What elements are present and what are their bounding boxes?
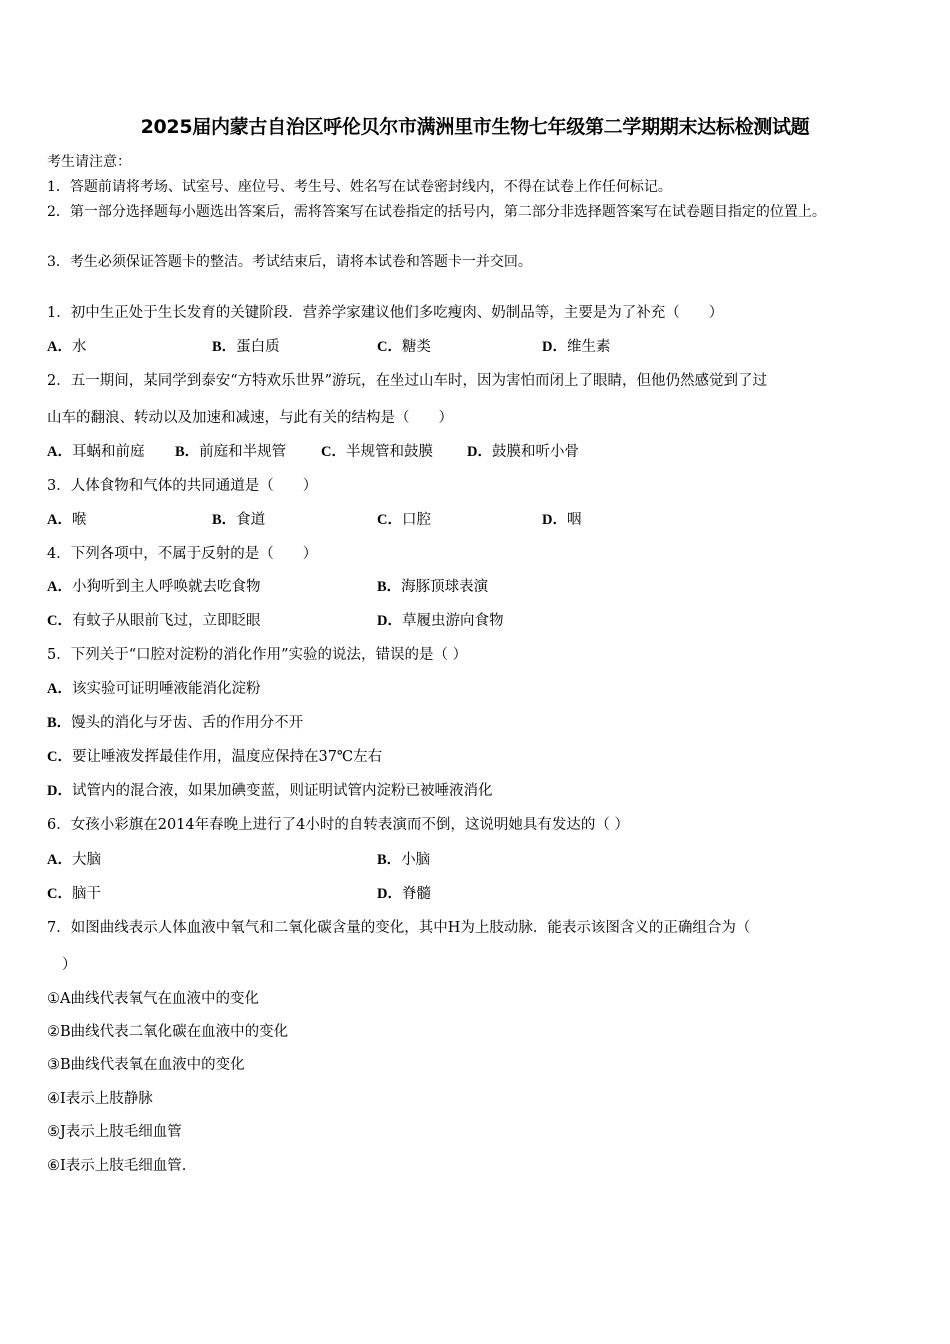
question-7-statement-3: ③B曲线代表氧在血液中的变化 [47,1057,245,1073]
question-7-statement-1: ①A曲线代表氧气在血液中的变化 [47,991,259,1007]
question-2-option-b[interactable]: B．前庭和半规管 [175,444,287,460]
question-1-option-d[interactable]: D．维生素 [542,339,611,355]
question-1-option-b[interactable]: B．蛋白质 [212,339,280,355]
question-3-option-d[interactable]: D．咽 [542,512,582,528]
question-4-stem: 4．下列各项中，不属于反射的是（ ） [47,546,318,562]
question-5-option-c[interactable]: C．要让唾液发挥最佳作用，温度应保持在37℃左右 [47,749,383,765]
question-3-option-b[interactable]: B．食道 [212,512,266,528]
notice-item-3: 3．考生必须保证答题卡的整洁。考试结束后，请将本试卷和答题卡一并交回。 [47,254,532,270]
question-2-stem-line-2: 山车的翻浪、转动以及加速和减速，与此有关的结构是（ ） [47,410,453,426]
question-2-option-c[interactable]: C．半规管和鼓膜 [321,444,433,460]
question-7-statement-4: ④I表示上肢静脉 [47,1091,153,1107]
question-1-stem: 1．初中生正处于生长发育的关键阶段．营养学家建议他们多吃瘦肉、奶制品等，主要是为了补充（ ） [47,305,724,321]
question-3-option-c[interactable]: C．口腔 [377,512,431,528]
question-7-stem-line-2: ） [62,957,77,973]
question-3-option-a[interactable]: A．喉 [47,512,87,528]
question-5-stem: 5．下列关于“口腔对淀粉的消化作用”实验的说法，错误的是（ ） [47,647,468,663]
notice-item-2: 2．第一部分选择题每小题选出答案后，需将答案写在试卷指定的括号内，第二部分非选择题答案写在试卷题目指定的位置上。 [47,204,826,220]
question-2-option-a[interactable]: A．耳蜗和前庭 [47,444,145,460]
page-title: 2025届内蒙古自治区呼伦贝尔市满洲里市生物七年级第二学期期末达标检测试题 [140,116,810,138]
question-2-option-d[interactable]: D．鼓膜和听小骨 [467,444,579,460]
question-5-option-d[interactable]: D．试管内的混合液，如果加碘变蓝，则证明试管内淀粉已被唾液消化 [47,783,493,799]
question-7-statement-2: ②B曲线代表二氧化碳在血液中的变化 [47,1024,289,1040]
question-4-option-b[interactable]: B．海豚顶球表演 [377,579,489,595]
question-3-stem: 3．人体食物和气体的共同通道是（ ） [47,478,318,494]
question-7-stem-line-1: 7．如图曲线表示人体血液中氧气和二氧化碳含量的变化，其中H为上肢动脉．能表示该图含义的正确组合为（ [47,920,751,936]
question-6-option-b[interactable]: B．小脑 [377,852,431,868]
question-1-option-c[interactable]: C．糖类 [377,339,431,355]
question-5-option-b[interactable]: B．馒头的消化与牙齿、舌的作用分不开 [47,715,304,731]
question-7-statement-6: ⑥I表示上肢毛细血管. [47,1158,187,1174]
question-6-option-a[interactable]: A．大脑 [47,852,101,868]
question-4-option-c[interactable]: C．有蚊子从眼前飞过，立即眨眼 [47,613,261,629]
question-6-option-d[interactable]: D．脊髓 [377,886,431,902]
question-1-option-a[interactable]: A．水 [47,339,87,355]
question-4-option-a[interactable]: A．小狗听到主人呼唤就去吃食物 [47,579,261,595]
question-2-stem-line-1: 2．五一期间，某同学到泰安“方特欢乐世界”游玩，在坐过山车时，因为害怕而闭上了眼睛，但他仍然感觉到了过 [47,373,768,389]
question-4-option-d[interactable]: D．草履虫游向食物 [377,613,504,629]
notice-heading: 考生请注意： [47,154,131,170]
question-7-statement-5: ⑤J表示上肢毛细血管 [47,1124,182,1140]
question-6-option-c[interactable]: C．脑干 [47,886,101,902]
notice-item-1: 1．答题前请将考场、试室号、座位号、考生号、姓名写在试卷密封线内，不得在试卷上作任何标记。 [47,179,672,195]
question-5-option-a[interactable]: A．该实验可证明唾液能消化淀粉 [47,681,261,697]
question-6-stem: 6．女孩小彩旗在2014年春晚上进行了4小时的自转表演而不倒，这说明她具有发达的（ ） [47,817,629,833]
